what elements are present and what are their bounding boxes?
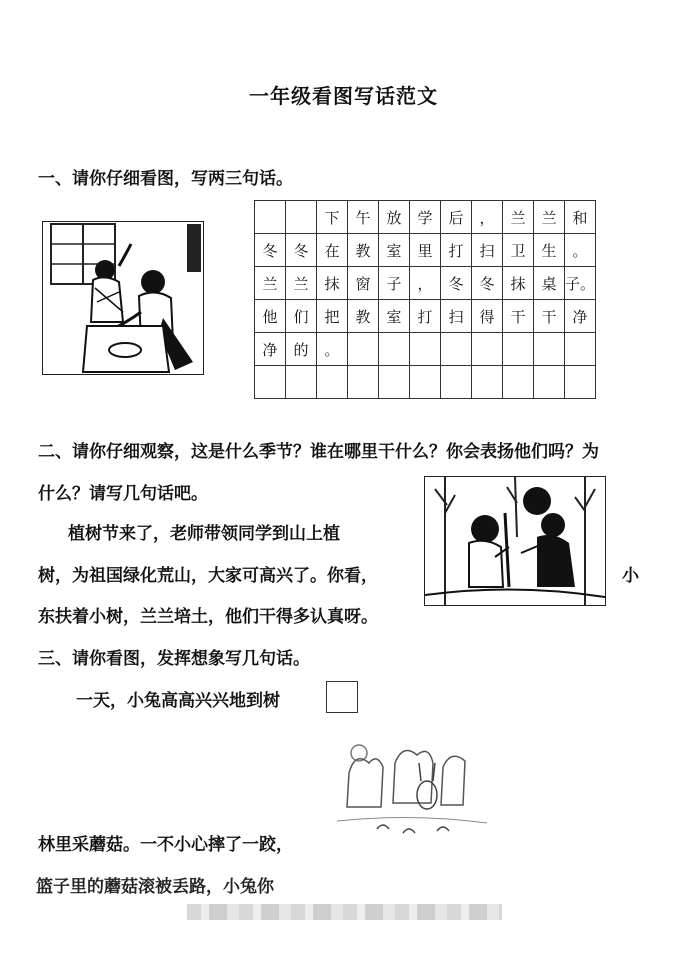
grid-row	[255, 333, 596, 366]
tree-planting-illustration	[424, 476, 606, 606]
grid-cell	[565, 333, 596, 366]
grid-cell: 在	[317, 234, 348, 267]
section3-line3-cut	[36, 866, 336, 897]
blurred-footer-watermark	[187, 904, 502, 920]
section3-line2: 林里采蘑菇。一不小心摔了一跤，	[38, 835, 293, 855]
tree-planting-drawing	[425, 477, 605, 605]
grid-cell	[317, 366, 348, 399]
cleaning-classroom-drawing	[43, 222, 203, 374]
section2-heading-line2: 什么？请写几句话吧。	[38, 484, 208, 504]
grid-cell	[472, 366, 503, 399]
grid-cell: 干	[503, 300, 534, 333]
grid-cell: 冬	[286, 234, 317, 267]
grid-cell: 教	[348, 300, 379, 333]
grid-cell: ，	[410, 267, 441, 300]
grid-cell	[348, 366, 379, 399]
grid-cell: 卫	[503, 234, 534, 267]
grid-cell: 窗	[348, 267, 379, 300]
grid-cell: 生	[534, 234, 565, 267]
grid-cell: 净	[255, 333, 286, 366]
grid-row	[255, 267, 596, 300]
section2-paragraph-line2-tail: 小	[622, 566, 639, 586]
section3-line3-partial: 篮子里的蘑菇滚被丢路，小兔你	[36, 877, 274, 897]
grid-cell: 兰	[503, 201, 534, 234]
writing-grid	[254, 200, 596, 399]
grid-cell: 们	[286, 300, 317, 333]
grid-cell	[379, 333, 410, 366]
grid-row	[255, 300, 596, 333]
grid-row	[255, 366, 596, 399]
grid-cell	[410, 366, 441, 399]
grid-cell	[410, 333, 441, 366]
grid-cell: 下	[317, 201, 348, 234]
grid-cell	[255, 366, 286, 399]
answer-box	[326, 681, 358, 713]
section3-heading: 三、请你看图，发挥想象写几句话。	[38, 649, 310, 669]
grid-cell: 他	[255, 300, 286, 333]
grid-cell: 扫	[472, 234, 503, 267]
grid-cell	[534, 366, 565, 399]
section2-heading-line1: 二、请你仔细观察，这是什么季节？谁在哪里干什么？你会表扬他们吗？为	[38, 442, 599, 462]
section2-paragraph-line3: 东扶着小树，兰兰培土，他们干得多认真呀。	[38, 607, 378, 627]
grid-cell: 子	[379, 267, 410, 300]
grid-cell	[379, 366, 410, 399]
grid-cell: 教	[348, 234, 379, 267]
grid-cell: 兰	[534, 201, 565, 234]
section3-line1: 一天，小兔高高兴兴地到树	[76, 691, 280, 711]
grid-cell: 打	[410, 300, 441, 333]
grid-cell	[565, 366, 596, 399]
grid-cell: 冬	[255, 234, 286, 267]
grid-cell: 子。	[565, 267, 596, 300]
grid-cell: 干	[534, 300, 565, 333]
grid-cell: 打	[441, 234, 472, 267]
grid-cell: 午	[348, 201, 379, 234]
grid-cell: 兰	[286, 267, 317, 300]
grid-cell: 。	[317, 333, 348, 366]
section2-paragraph-line2: 树，为祖国绿化荒山，大家可高兴了。你看，	[38, 566, 378, 586]
grid-cell	[472, 333, 503, 366]
grid-cell: 放	[379, 201, 410, 234]
grid-cell: 兰	[255, 267, 286, 300]
grid-cell	[534, 333, 565, 366]
rabbit-mushroom-drawing	[337, 733, 487, 843]
grid-cell: 冬	[441, 267, 472, 300]
grid-cell: 得	[472, 300, 503, 333]
grid-cell: 桌	[534, 267, 565, 300]
grid-cell	[348, 333, 379, 366]
page-title: 一年级看图写话范文	[249, 84, 438, 108]
grid-cell: 冬	[472, 267, 503, 300]
grid-cell: 净	[565, 300, 596, 333]
section1-heading: 一、请你仔细看图，写两三句话。	[38, 169, 293, 189]
grid-cell: 抹	[317, 267, 348, 300]
grid-cell: 把	[317, 300, 348, 333]
grid-cell	[503, 333, 534, 366]
grid-cell	[286, 201, 317, 234]
grid-cell: 后	[441, 201, 472, 234]
grid-cell: 学	[410, 201, 441, 234]
grid-cell: 的	[286, 333, 317, 366]
grid-cell: 里	[410, 234, 441, 267]
grid-cell	[503, 366, 534, 399]
section2-paragraph-line1: 植树节来了，老师带领同学到山上植	[68, 524, 340, 544]
grid-cell	[441, 366, 472, 399]
grid-cell	[255, 201, 286, 234]
rabbit-mushroom-illustration	[337, 733, 487, 843]
grid-cell: 和	[565, 201, 596, 234]
grid-row	[255, 201, 596, 234]
grid-row	[255, 234, 596, 267]
grid-cell: 。	[565, 234, 596, 267]
grid-cell: 抹	[503, 267, 534, 300]
grid-cell	[441, 333, 472, 366]
grid-cell: 扫	[441, 300, 472, 333]
grid-cell: 室	[379, 300, 410, 333]
cleaning-classroom-illustration	[42, 221, 204, 375]
grid-cell: 室	[379, 234, 410, 267]
grid-cell: ，	[472, 201, 503, 234]
grid-cell	[286, 366, 317, 399]
